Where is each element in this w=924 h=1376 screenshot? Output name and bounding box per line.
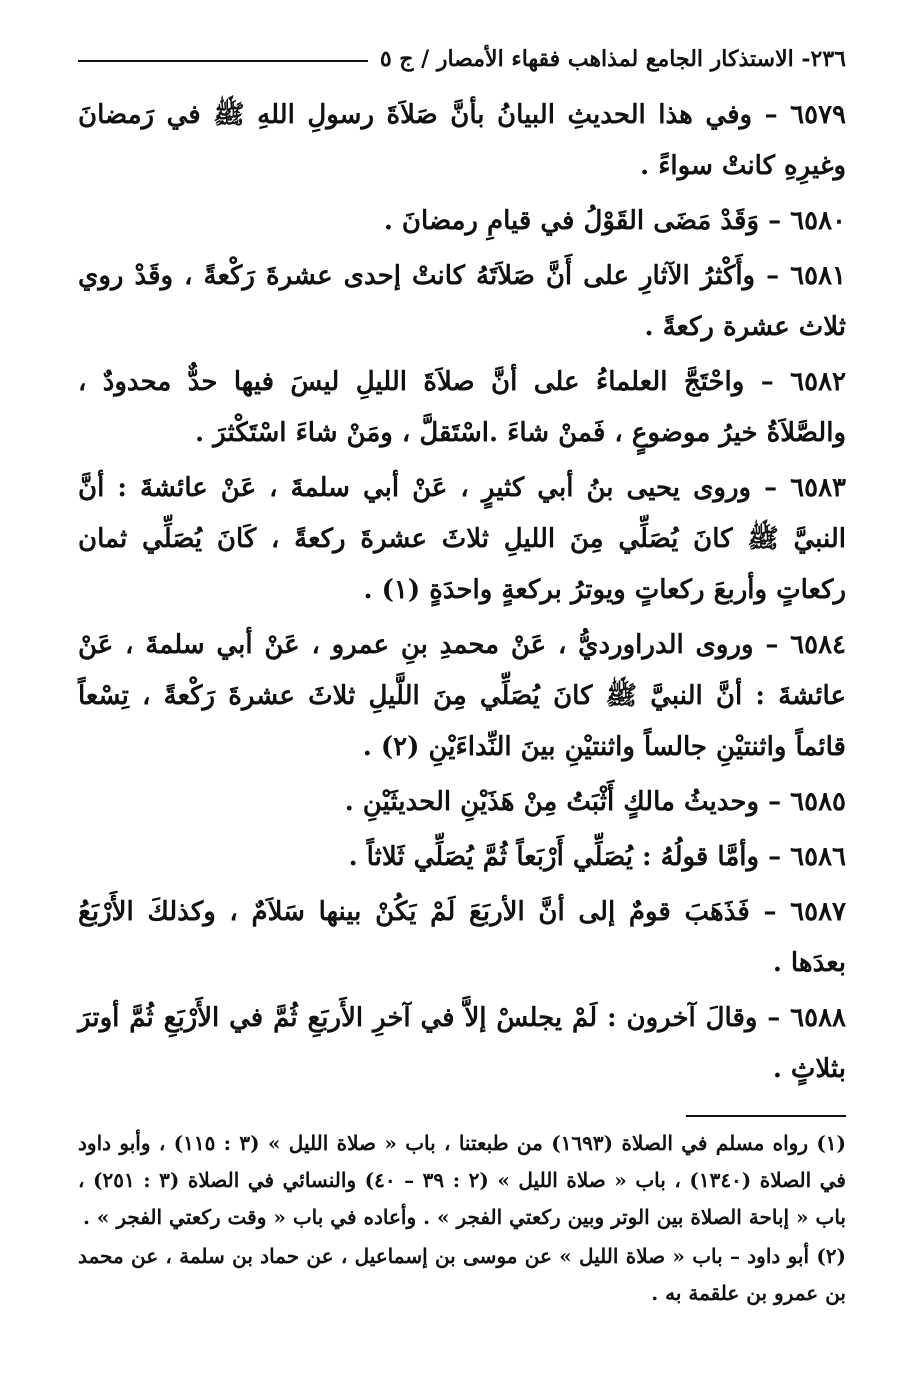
paragraph-6581: ٦٥٨١ – وأَكْثرُ الآثارِ على أَنَّ صَلاَتَهُ كانتْ إحدى عشرةَ رَكْعةً ، وقَدْ روي ثلاث عشرة ركعةً . — [78, 261, 846, 342]
paragraph-6588: ٦٥٨٨ – وقالَ آخرون : لَمْ يجلسْ إلاَّ في آخرِ الأَربَعِ ثُمَّ في الأَرْبَعِ ثُمَّ أوترَ بثلاثٍ . — [78, 1003, 846, 1084]
paragraph-6583: ٦٥٨٣ – وروى يحيى بنُ أبي كثيرٍ ، عَنْ أبي سلمةَ ، عَنْ عائشةَ : أنَّ النبيَّ ﷺ كانَ يُصَلِّي مِنَ الليلِ ثلاثَ عشرةَ ركعةً ، كَانَ يُصَلِّي ثمان ركعاتٍ وأربعَ ركعاتٍ ويوترُ بركعةٍ واحدَةٍ (١) . — [78, 473, 846, 605]
paragraph-6582: ٦٥٨٢ – واحْتَجَّ العلماءُ على أنَّ صلاَةَ الليلِ ليسَ فيها حدٌّ محدودٌ ، والصَّلاَةُ خيرُ موضوعٍ ، فَمنْ شاءَ .اسْتَقلَّ ، ومَنْ شاءَ اسْتَكْثرَ . — [78, 367, 846, 448]
main-text — [78, 90, 846, 1095]
paragraph-6587: ٦٥٨٧ – فَذَهَبَ قومٌ إلى أنَّ الأربَعَ لَمْ يَكُنْ بينها سَلاَمٌ ، وكذلكَ الأَرْبَعُ بعدَها . — [78, 897, 846, 978]
paragraph-6586: ٦٥٨٦ – وأمَّا قولُهُ : يُصَلِّي أَرْبَعاً ثُمَّ يُصَلِّي ثَلاثاً . — [348, 842, 846, 872]
page-title: ٢٣٦- الاستذكار الجامع لمذاهب فقهاء الأمصار / ج ٥ — [379, 46, 846, 72]
paragraph-6585: ٦٥٨٥ – وحديثُ مالكٍ أَثْبَتُ مِنْ هَذَيْنِ الحديثَيْنِ . — [344, 787, 846, 817]
footnote-2: (٢) أبو داود – باب « صلاة الليل » عن موسى بن إسماعيل ، عن حماد بن سلمة ، عن محمد بن عمرو بن علقمة به . — [78, 1244, 846, 1305]
footnotes — [78, 1125, 846, 1312]
header-rule — [78, 60, 368, 62]
footnote-1: (١) رواه مسلم في الصلاة (١٦٩٣) من طبعتنا ، باب « صلاة الليل » (٣ : ١١٥) ، وأبو داود في الصلاة (١٣٤٠) ، باب « صلاة الليل » (٢ : ٣٩ – ٤٠) والنسائي في الصلاة (٣ : ٢٥١) ، باب « إباحة الصلاة بين الوتر وبين ركعتي الفجر » . وأعاده في باب « وقت ركعتي الفجر » . — [78, 1131, 846, 1229]
paragraph-6580: ٦٥٨٠ – وَقَدْ مَضَى القَوْلُ في قيامِ رمضانَ . — [383, 206, 846, 236]
footnote-separator — [686, 1115, 846, 1117]
paragraph-6579: ٦٥٧٩ – وفي هذا الحديثِ البيانُ بأنَّ صَلاَةَ رسولِ اللهِ ﷺ في رَمضانَ وغيرِهِ كانتْ سواءً . — [78, 100, 846, 181]
paragraph-6584: ٦٥٨٤ – وروى الدراورديُّ ، عَنْ محمدِ بنِ عمرو ، عَنْ أبي سلمةَ ، عَنْ عائشةَ : أنَّ النبيَّ ﷺ كانَ يُصَلِّي مِنَ اللَّيلِ ثلاثَ عشرةَ رَكْعةً ، تِسْعاً قائماً واثنتيْنِ جالساً واثنتيْنِ بينَ النِّداءَيْنِ (٢) . — [78, 630, 846, 762]
running-header — [78, 40, 846, 78]
